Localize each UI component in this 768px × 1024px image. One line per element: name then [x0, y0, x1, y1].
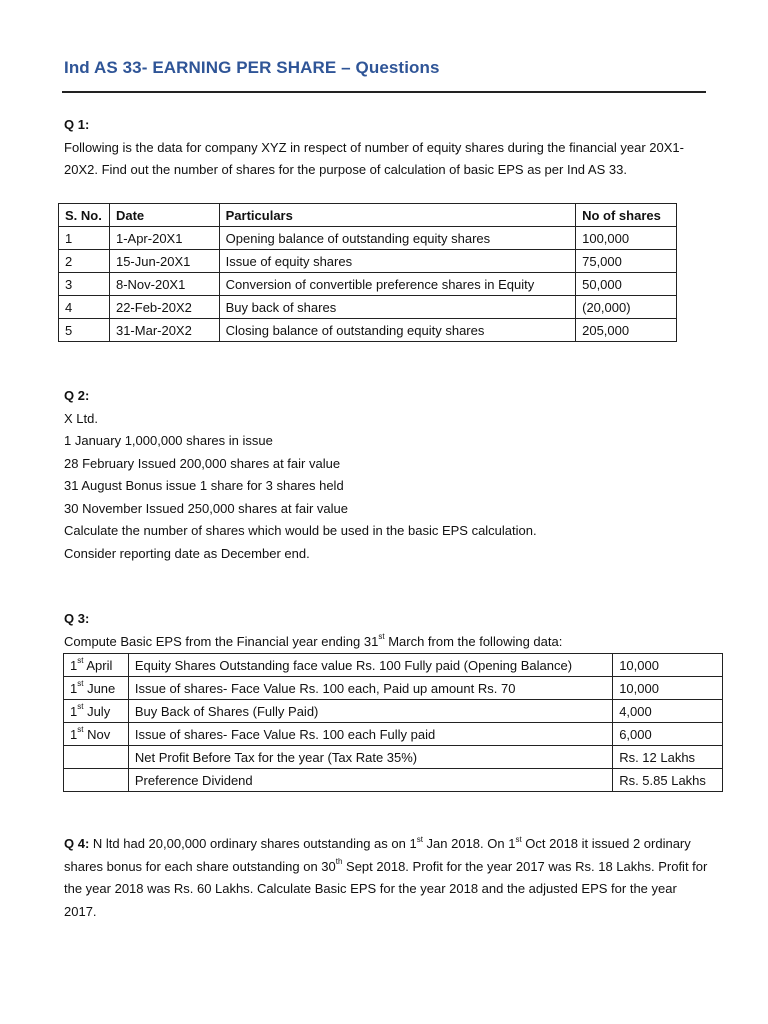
q3-date-month: Nov [83, 726, 111, 742]
q1-col-header: No of shares [576, 204, 677, 227]
q4-sup: st [416, 834, 423, 844]
q2-line: Calculate the number of shares which would be used in the basic EPS calculation. [64, 523, 537, 538]
q3-date-cell [64, 677, 129, 700]
q1-table-cell: 2 [59, 250, 110, 273]
q1-table-header [59, 204, 677, 227]
q1-table-row [59, 273, 677, 296]
q3-date-day: 1 [70, 726, 78, 742]
q1-table-cell: 5 [59, 319, 110, 342]
page-title: Ind AS 33- EARNING PER SHARE – Questions [64, 58, 440, 77]
q3-intro-text: March from the following data: [384, 633, 563, 649]
q1-table-cell: 100,000 [576, 227, 677, 250]
q3-date-cell [64, 723, 129, 746]
q1-table-cell: Buy back of shares [219, 296, 575, 319]
q4-heading: Q 4: [64, 836, 90, 851]
q4-text: Sept 2018. Profit for the year 2017 was Rs. 18 Lakhs. Profit for the year 2018 was Rs. 60 Lakhs. Calculate Basic EPS for the year 2018 and the adjusted EPS for the year 2017. [64, 858, 708, 919]
q4-sup: th [335, 857, 343, 867]
q1-table-row [59, 319, 677, 342]
q3-desc-cell: Issue of shares- Face Value Rs. 100 each Fully paid [128, 723, 612, 746]
q1-table-row [59, 250, 677, 273]
q1-table-cell: 205,000 [576, 319, 677, 342]
q3-table-row [64, 746, 723, 769]
q3-date-sup: st [77, 679, 84, 689]
q4-sup: st [515, 834, 522, 844]
q3-table-row [64, 677, 723, 700]
q2-line: Consider reporting date as December end. [64, 545, 310, 561]
q1-heading: Q 1: [64, 117, 90, 132]
q4-text: N ltd had 20,00,000 ordinary shares outstanding as on 1 [89, 836, 417, 851]
q2-heading: Q 2: [64, 388, 90, 403]
q3-intro-text: Compute Basic EPS from the Financial year ending 31 [64, 633, 379, 649]
q3-date-day: 1 [70, 703, 78, 719]
q3-date-sup: st [77, 656, 84, 666]
q3-date-sup: st [77, 702, 84, 712]
q3-table-row [64, 769, 723, 792]
q3-date-month: June [83, 680, 116, 696]
q3-value-cell: 10,000 [613, 677, 723, 700]
q1-table-cell: Issue of equity shares [219, 250, 575, 273]
q3-date-sup: st [77, 725, 84, 735]
q1-table [58, 203, 677, 342]
q3-date-month: April [83, 657, 113, 673]
q3-desc-cell: Issue of shares- Face Value Rs. 100 each, Paid up amount Rs. 70 [128, 677, 612, 700]
q1-table-cell: Closing balance of outstanding equity shares [219, 319, 575, 342]
q1-table-cell: 50,000 [576, 273, 677, 296]
q4-text: Oct 2018 it issued 2 ordinary shares bonus for each share outstanding on 30 [64, 836, 691, 874]
q2-line: X Ltd. [64, 410, 98, 426]
q1-table-cell: 4 [59, 296, 110, 319]
q1-table-cell: 15-Jun-20X1 [109, 250, 219, 273]
q1-col-header: S. No. [59, 204, 110, 227]
q1-table-cell: 22-Feb-20X2 [109, 296, 219, 319]
q3-value-cell: Rs. 12 Lakhs [613, 746, 723, 769]
q2-line: 31 August Bonus issue 1 share for 3 shares held [64, 478, 344, 493]
q3-value-cell: Rs. 5.85 Lakhs [613, 769, 723, 792]
q1-table-cell: 3 [59, 273, 110, 296]
q3-value-cell: 6,000 [613, 723, 723, 746]
q3-desc-cell: Equity Shares Outstanding face value Rs. 100 Fully paid (Opening Balance) [128, 654, 612, 677]
q2-line: 28 February Issued 200,000 shares at fair value [64, 455, 341, 471]
q1-table-cell: Opening balance of outstanding equity shares [219, 227, 575, 250]
q4-text: Jan 2018. On 1 [422, 836, 516, 851]
q3-intro [64, 631, 724, 654]
q3-table-row [64, 700, 723, 723]
q1-table-cell: 1-Apr-20X1 [109, 227, 219, 250]
q1-section [64, 114, 708, 182]
q3-date-day: 1 [70, 680, 78, 696]
q2-section [64, 385, 724, 565]
q4-section [64, 833, 708, 923]
q1-table-cell: 1 [59, 227, 110, 250]
q1-col-header: Date [109, 204, 219, 227]
q3-date-cell [64, 769, 129, 792]
q1-table-cell: Conversion of convertible preference shares in Equity [219, 273, 575, 296]
q3-table [63, 653, 723, 792]
q3-date-day: 1 [70, 657, 78, 673]
q3-desc-cell: Buy Back of Shares (Fully Paid) [128, 700, 612, 723]
q1-table-row [59, 296, 677, 319]
q3-section [64, 608, 724, 653]
title-divider [62, 91, 706, 93]
q3-heading: Q 3: [64, 611, 90, 626]
q3-date-month: July [83, 703, 111, 719]
q3-date-cell [64, 746, 129, 769]
q3-date-cell [64, 654, 129, 677]
q2-line: 30 November Issued 250,000 shares at fair value [64, 500, 349, 516]
q3-value-cell: 10,000 [613, 654, 723, 677]
q3-intro-sup: st [378, 632, 385, 642]
q3-value-cell: 4,000 [613, 700, 723, 723]
q1-table-cell: 75,000 [576, 250, 677, 273]
q3-desc-cell: Net Profit Before Tax for the year (Tax Rate 35%) [128, 746, 612, 769]
q2-line: 1 January 1,000,000 shares in issue [64, 433, 273, 448]
q3-table-row [64, 723, 723, 746]
q1-table-row [59, 227, 677, 250]
q3-date-cell [64, 700, 129, 723]
q3-desc-cell: Preference Dividend [128, 769, 612, 792]
q1-table-cell: (20,000) [576, 296, 677, 319]
q1-table-cell: 31-Mar-20X2 [109, 319, 219, 342]
q3-table-row [64, 654, 723, 677]
q1-table-cell: 8-Nov-20X1 [109, 273, 219, 296]
q1-col-header: Particulars [219, 204, 575, 227]
q2-lines [64, 408, 724, 566]
q1-text: Following is the data for company XYZ in respect of number of equity shares during the financial year 20X1-20X2. Find out the number of shares for the purpose of calculation of basic EPS as per Ind AS 33. [64, 139, 684, 177]
